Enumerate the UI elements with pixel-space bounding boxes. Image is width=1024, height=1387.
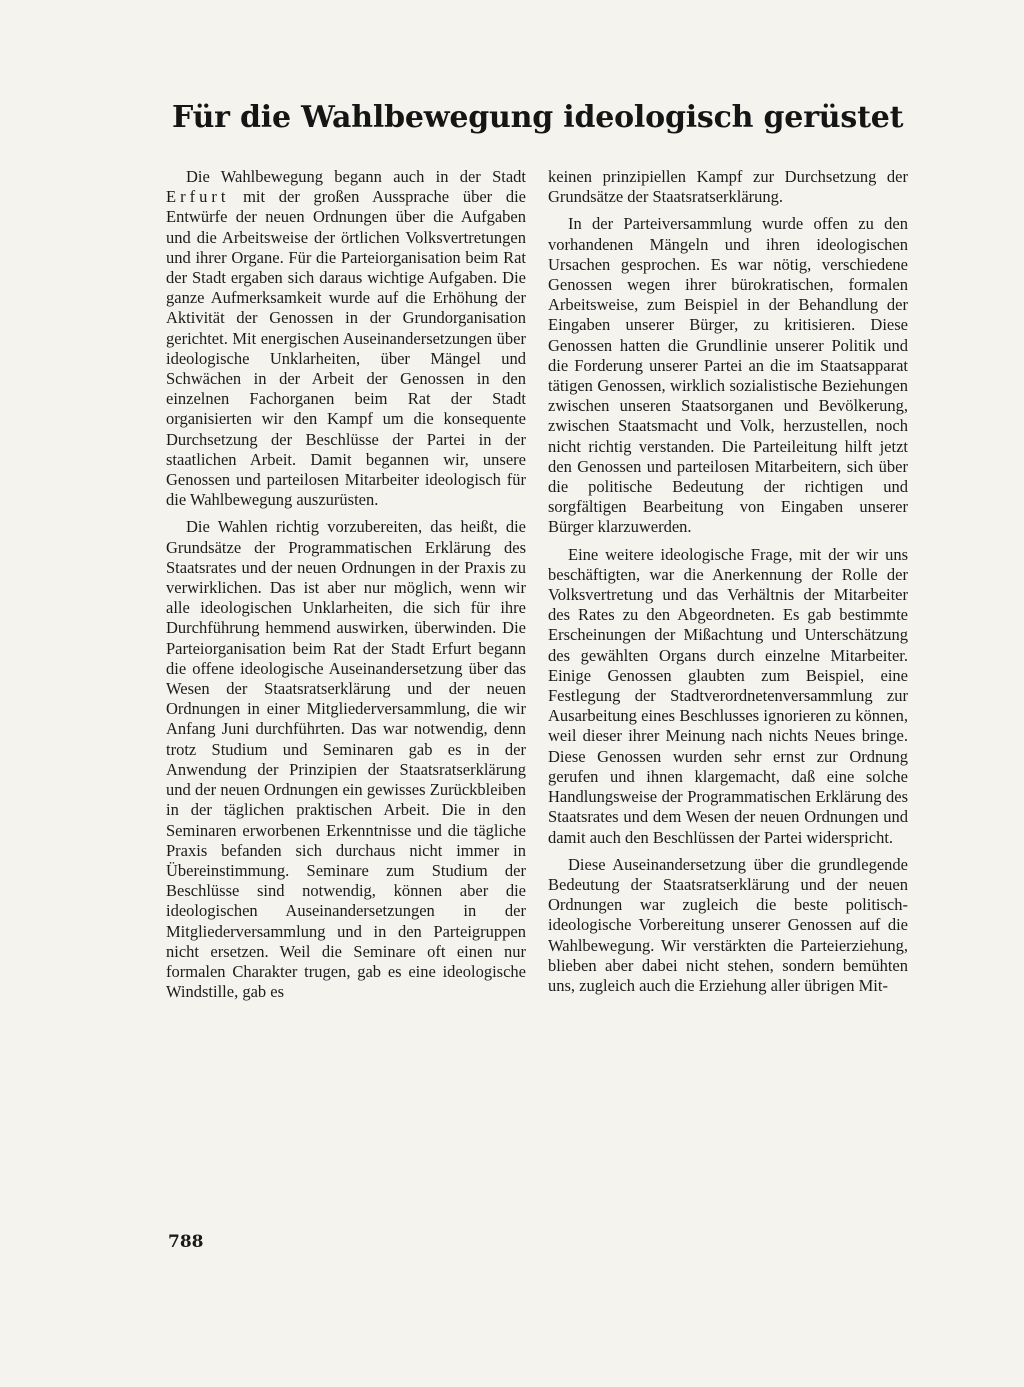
paragraph: Eine weitere ideologische Frage, mit der wir uns beschäftigten, war die Anerkennung der Rolle der Volksvertretung und das Verhältnis der Mitarbeiter des Rates zu den Abgeordneten. Es gab bestimmte Erscheinungen der Mißachtung und Unterschätzung des gewählten Organs durch einzelne Mitarbeiter. Einige Genossen glaubten zum Beispiel, eine Festlegung der Stadtverordnetenversammlung zur Ausarbeitung eines Beschlusses ignorieren zu können, weil dieser ihrer Meinung nach nichts Neues bringe. Diese Genossen wurden sehr ernst zur Ordnung gerufen und ihnen klargemacht, daß eine solche Handlungsweise der Programmatischen Erklärung des Staatsrates und dem Wesen der neuen Ordnungen und damit auch den Beschlüssen der Partei widerspricht.: [548, 544, 908, 847]
text-run: Die Wahlbewegung begann auch in der Stadt: [186, 167, 526, 186]
paragraph-continued: keinen prinzipiellen Kampf zur Durchsetzung der Grundsätze der Staatsratserklärung.: [548, 167, 908, 207]
text-column-left: [166, 167, 526, 1009]
page-title: Für die Wahlbewegung ideologisch gerüstet: [172, 100, 904, 135]
text-run: mit der großen Aussprache über die Entwürfe der neuen Ordnungen über die Aufgaben und die Arbeitsweise der örtlichen Volksvertretungen und ihrer Organe. Für die Parteiorganisation beim Rat der Stadt ergaben sich daraus wichtige Aufgaben. Die ganze Aufmerksamkeit wurde auf die Erhöhung der Aktivität der Genossen in der Grundorganisation gerichtet. Mit energischen Auseinandersetzungen über ideologische Unklarheiten, über Mängel und Schwächen in der Arbeit der Genossen in den einzelnen Fachorganen beim Rat der Stadt organisierten wir den Kampf um die konsequente Durchsetzung der Beschlüsse der Partei in der staatlichen Arbeit. Damit begannen wir, unsere Genossen und parteilosen Mitarbeiter ideologisch für die Wahlbewegung auszurüsten.: [166, 187, 526, 510]
paragraph: [166, 167, 526, 510]
text-column-right: [548, 167, 908, 1003]
page-number: 788: [168, 1232, 204, 1252]
paragraph: In der Parteiversammlung wurde offen zu den vorhandenen Mängeln und ihren ideologischen Ursachen gesprochen. Es war nötig, verschiedene Genossen wegen ihrer bürokratischen, formalen Arbeitsweise, zum Beispiel in der Behandlung der Eingaben unserer Bürger, zu kritisieren. Diese Genossen hatten die Grundlinie unserer Politik und die Forderung unserer Partei an die im Staatsapparat tätigen Genossen, wirklich sozialistische Beziehungen zwischen unseren Staatsorganen und Bevölkerung, zwischen Staatsmacht und Volk, herzustellen, noch nicht richtig verstanden. Die Parteileitung hilft jetzt den Genossen und parteilosen Mitarbeitern, sich über die politische Bedeutung der richtigen und sorgfältigen Bearbeitung von Eingaben unserer Bürger klarzuwerden.: [548, 214, 908, 537]
paragraph: Die Wahlen richtig vorzubereiten, das heißt, die Grundsätze der Programmatischen Erklärung des Staatsrates und der neuen Ordnungen in der Praxis zu verwirklichen. Das ist aber nur möglich, wenn wir alle ideologischen Unklarheiten, die sich für ihre Durchführung hemmend auswirken, überwinden. Die Parteiorganisation beim Rat der Stadt Erfurt begann die offene ideologische Auseinandersetzung über das Wesen der Staatsratserklärung und der neuen Ordnungen in einer Mitgliederversammlung, die wir Anfang Juni durchführten. Das war notwendig, denn trotz Studium und Seminaren gab es in der Anwendung der Prinzipien der Staatsratserklärung und der neuen Ordnungen ein gewisses Zurückbleiben in der täglichen praktischen Arbeit. Die in den Seminaren erworbenen Erkenntnisse und die tägliche Praxis befanden sich durchaus nicht immer in Übereinstimmung. Seminare zum Studium der Beschlüsse sind notwendig, können aber die ideologischen Auseinandersetzungen in der Mitgliederversammlung und in den Parteigruppen nicht ersetzen. Weil die Seminare oft einen nur formalen Charakter trugen, gab es eine ideologische Windstille, gab es: [166, 517, 526, 1002]
paragraph: Diese Auseinandersetzung über die grundlegende Bedeutung der Staatsratserklärung und der neuen Ordnungen war zugleich die beste politisch-ideologische Vorbereitung unserer Genossen auf die Wahlbewegung. Wir verstärkten die Parteierziehung, blieben aber dabei nicht stehen, sondern bemühten uns, zugleich auch die Erziehung aller übrigen Mit-: [548, 854, 908, 995]
emphasized-city-name: Erfurt: [166, 187, 230, 207]
